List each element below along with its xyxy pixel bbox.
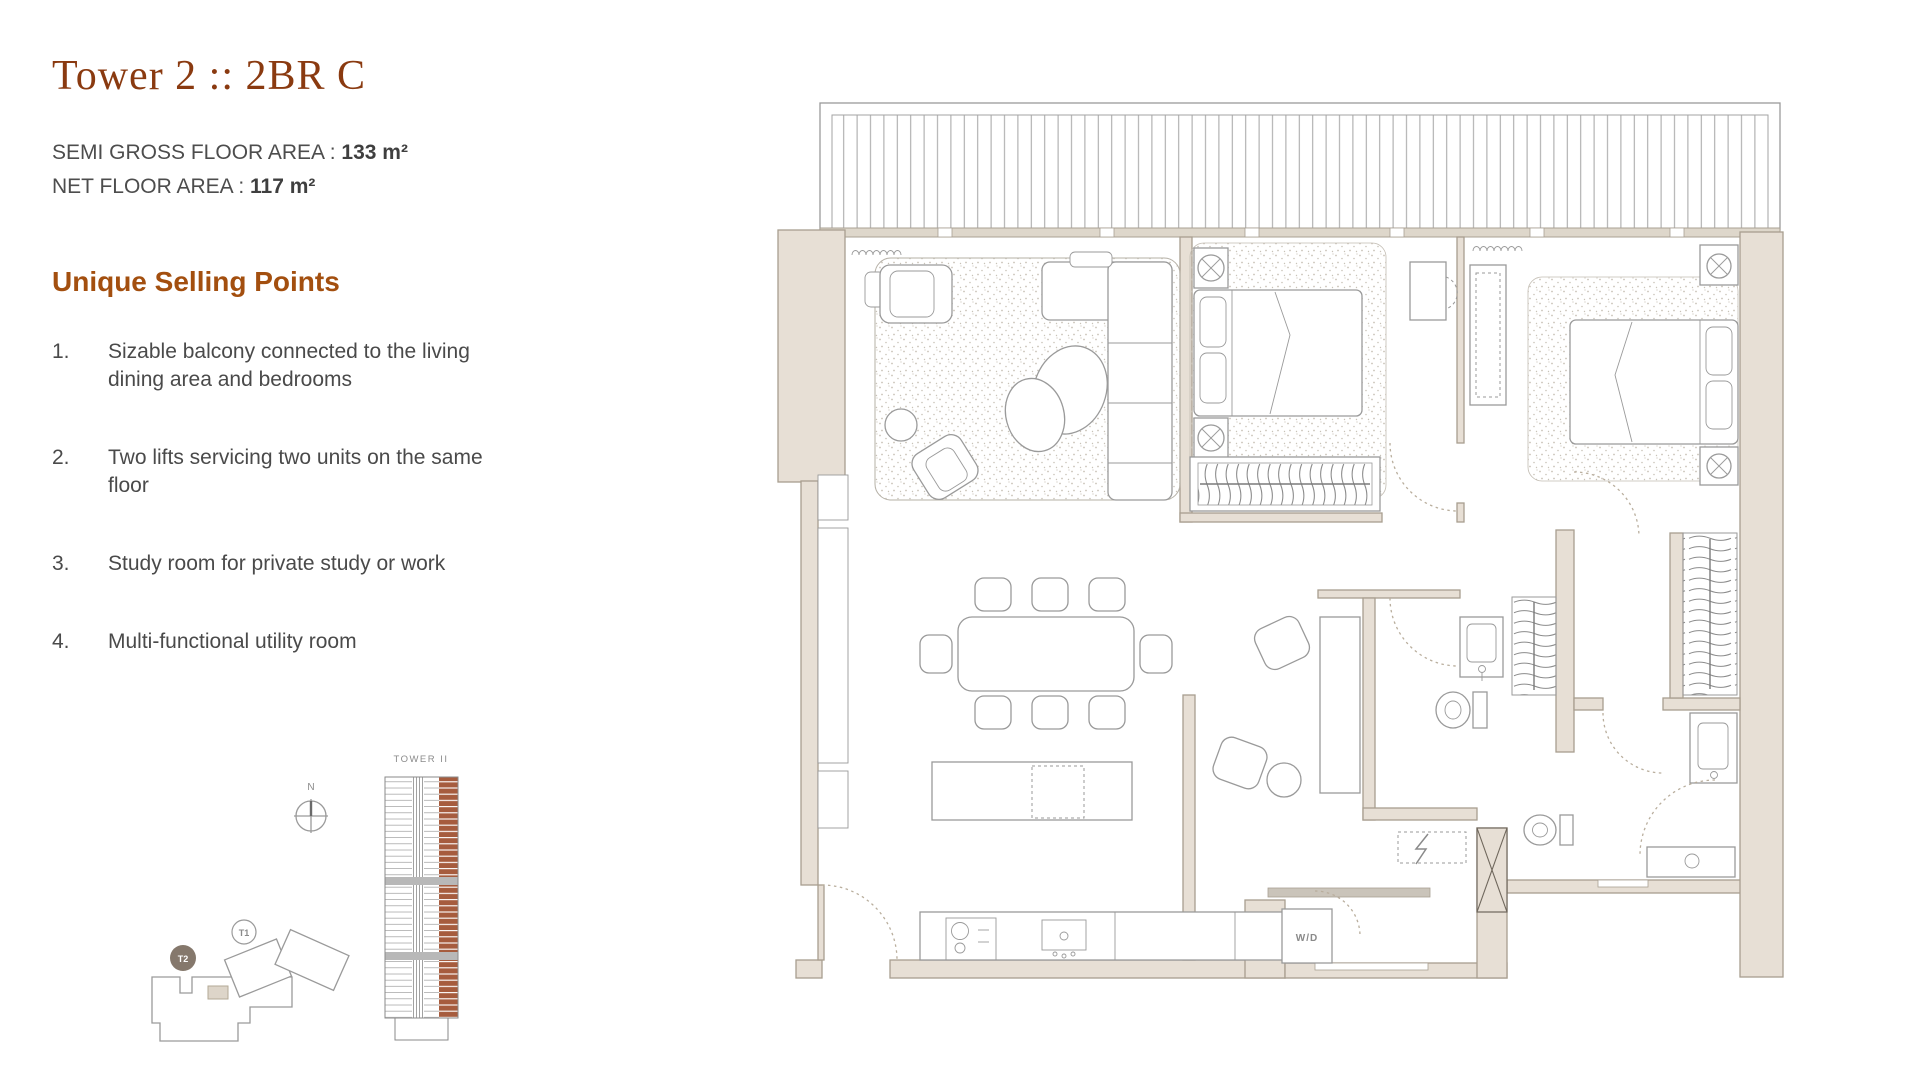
semi-gross-area-value: 133 m² (341, 141, 408, 164)
usp-list (52, 338, 502, 706)
dining-chair (1089, 696, 1125, 729)
study-chair (1210, 734, 1270, 792)
net-area-value: 117 m² (250, 175, 316, 198)
bedroom1-door-arc (1390, 443, 1458, 511)
round-side-table (885, 409, 917, 441)
floor-areas (52, 136, 408, 204)
mechanical-floor-band (385, 877, 458, 885)
dining-chair (975, 696, 1011, 729)
wardrobe (1190, 457, 1380, 511)
usp-item-2 (52, 444, 502, 500)
pillow (1200, 297, 1226, 347)
key-plan-diagram (120, 750, 480, 1050)
dining-chair (1032, 696, 1068, 729)
toilet-icon (1524, 815, 1573, 845)
net-area-label: NET FLOOR AREA : (52, 175, 245, 198)
curtain-icon (1473, 247, 1522, 252)
curtain-icon (852, 251, 901, 256)
study-table (1267, 763, 1301, 797)
kitchen-counter (920, 912, 1285, 960)
bedroom-2 (1470, 245, 1738, 695)
dining-area (920, 578, 1172, 729)
closet-door-arc (1640, 780, 1715, 855)
study-room (1210, 613, 1360, 797)
north-compass-icon (294, 782, 328, 833)
usp-item-3 (52, 550, 502, 578)
usp-item-1 (52, 338, 502, 394)
shower-tray-icon (1647, 847, 1735, 877)
usp-item-4 (52, 628, 502, 656)
bedroom2-door-arc (1574, 472, 1639, 537)
usp-item-4-text: Multi-functional utility room (108, 630, 357, 653)
electrical-icon (1416, 834, 1428, 864)
pillow (1706, 381, 1732, 429)
tower-label: TOWER II (393, 754, 449, 765)
lamp-icon (1198, 425, 1224, 451)
page-title: Tower 2 :: 2BR C (52, 53, 367, 99)
tower1-badge-label: T1 (238, 928, 250, 938)
utility-room (1398, 832, 1466, 864)
pillow (1706, 327, 1732, 375)
entry-door-arc (822, 885, 897, 960)
usp-item-2-number: 2. (52, 446, 70, 469)
lamp-icon (1198, 255, 1224, 281)
dining-chair (920, 635, 952, 673)
bedroom-1 (1190, 243, 1457, 511)
usp-heading: Unique Selling Points (52, 266, 340, 297)
washer-dryer-closet (1268, 888, 1430, 963)
usp-item-1-text: Sizable balcony connected to the living dining area and bedrooms (108, 340, 470, 391)
usp-item-1-number: 1. (52, 340, 70, 363)
bathroom-sink-icon (1460, 617, 1503, 681)
net-area-line (52, 170, 408, 204)
dining-table (958, 617, 1134, 691)
lamp-icon (1707, 454, 1731, 478)
usp-item-4-number: 4. (52, 630, 70, 653)
dining-chair (975, 578, 1011, 611)
north-label: N (307, 782, 315, 793)
lamp-icon (1707, 254, 1731, 278)
armchair (880, 265, 952, 323)
dresser (1470, 265, 1506, 405)
kitchen-island (932, 762, 1132, 820)
dining-chair (1089, 578, 1125, 611)
dining-chair (1032, 578, 1068, 611)
toilet-icon (1436, 692, 1487, 728)
floor-plan (770, 85, 1790, 1035)
study-desk (1320, 617, 1360, 793)
semi-gross-area-label: SEMI GROSS FLOOR AREA : (52, 141, 336, 164)
sofa-pillow (1070, 252, 1112, 267)
left-window-panels (818, 475, 848, 828)
closet-hangers (1512, 597, 1556, 695)
pillow (1200, 353, 1226, 403)
unit-location-highlight (208, 986, 228, 999)
site-footprints (152, 920, 349, 1041)
tower-elevation-diagram (385, 754, 458, 1040)
balcony (820, 103, 1780, 230)
tower-base (395, 1018, 448, 1040)
usp-item-2-text: Two lifts servicing two units on the same floor (108, 446, 483, 497)
mechanical-floor-band (385, 952, 458, 960)
dresser (1410, 262, 1446, 320)
wd-label: W/D (1295, 933, 1319, 944)
semi-gross-area-line (52, 136, 408, 170)
bathroom2-door-arc (1603, 713, 1663, 773)
living-room (865, 252, 1180, 504)
usp-item-3-number: 3. (52, 552, 70, 575)
bathroom-1 (1436, 597, 1556, 728)
dining-chair (1140, 635, 1172, 673)
tower2-badge-label: T2 (177, 954, 189, 964)
study-chair (1251, 613, 1313, 673)
balcony-railing (832, 115, 1768, 228)
sofa-chaise (1108, 262, 1172, 500)
bathroom1-door-arc (1390, 598, 1458, 666)
usp-item-3-text: Study room for private study or work (108, 552, 446, 575)
bathroom-sink-icon (1690, 713, 1737, 783)
service-shaft (1477, 828, 1507, 978)
walk-in-closet (1683, 533, 1737, 695)
